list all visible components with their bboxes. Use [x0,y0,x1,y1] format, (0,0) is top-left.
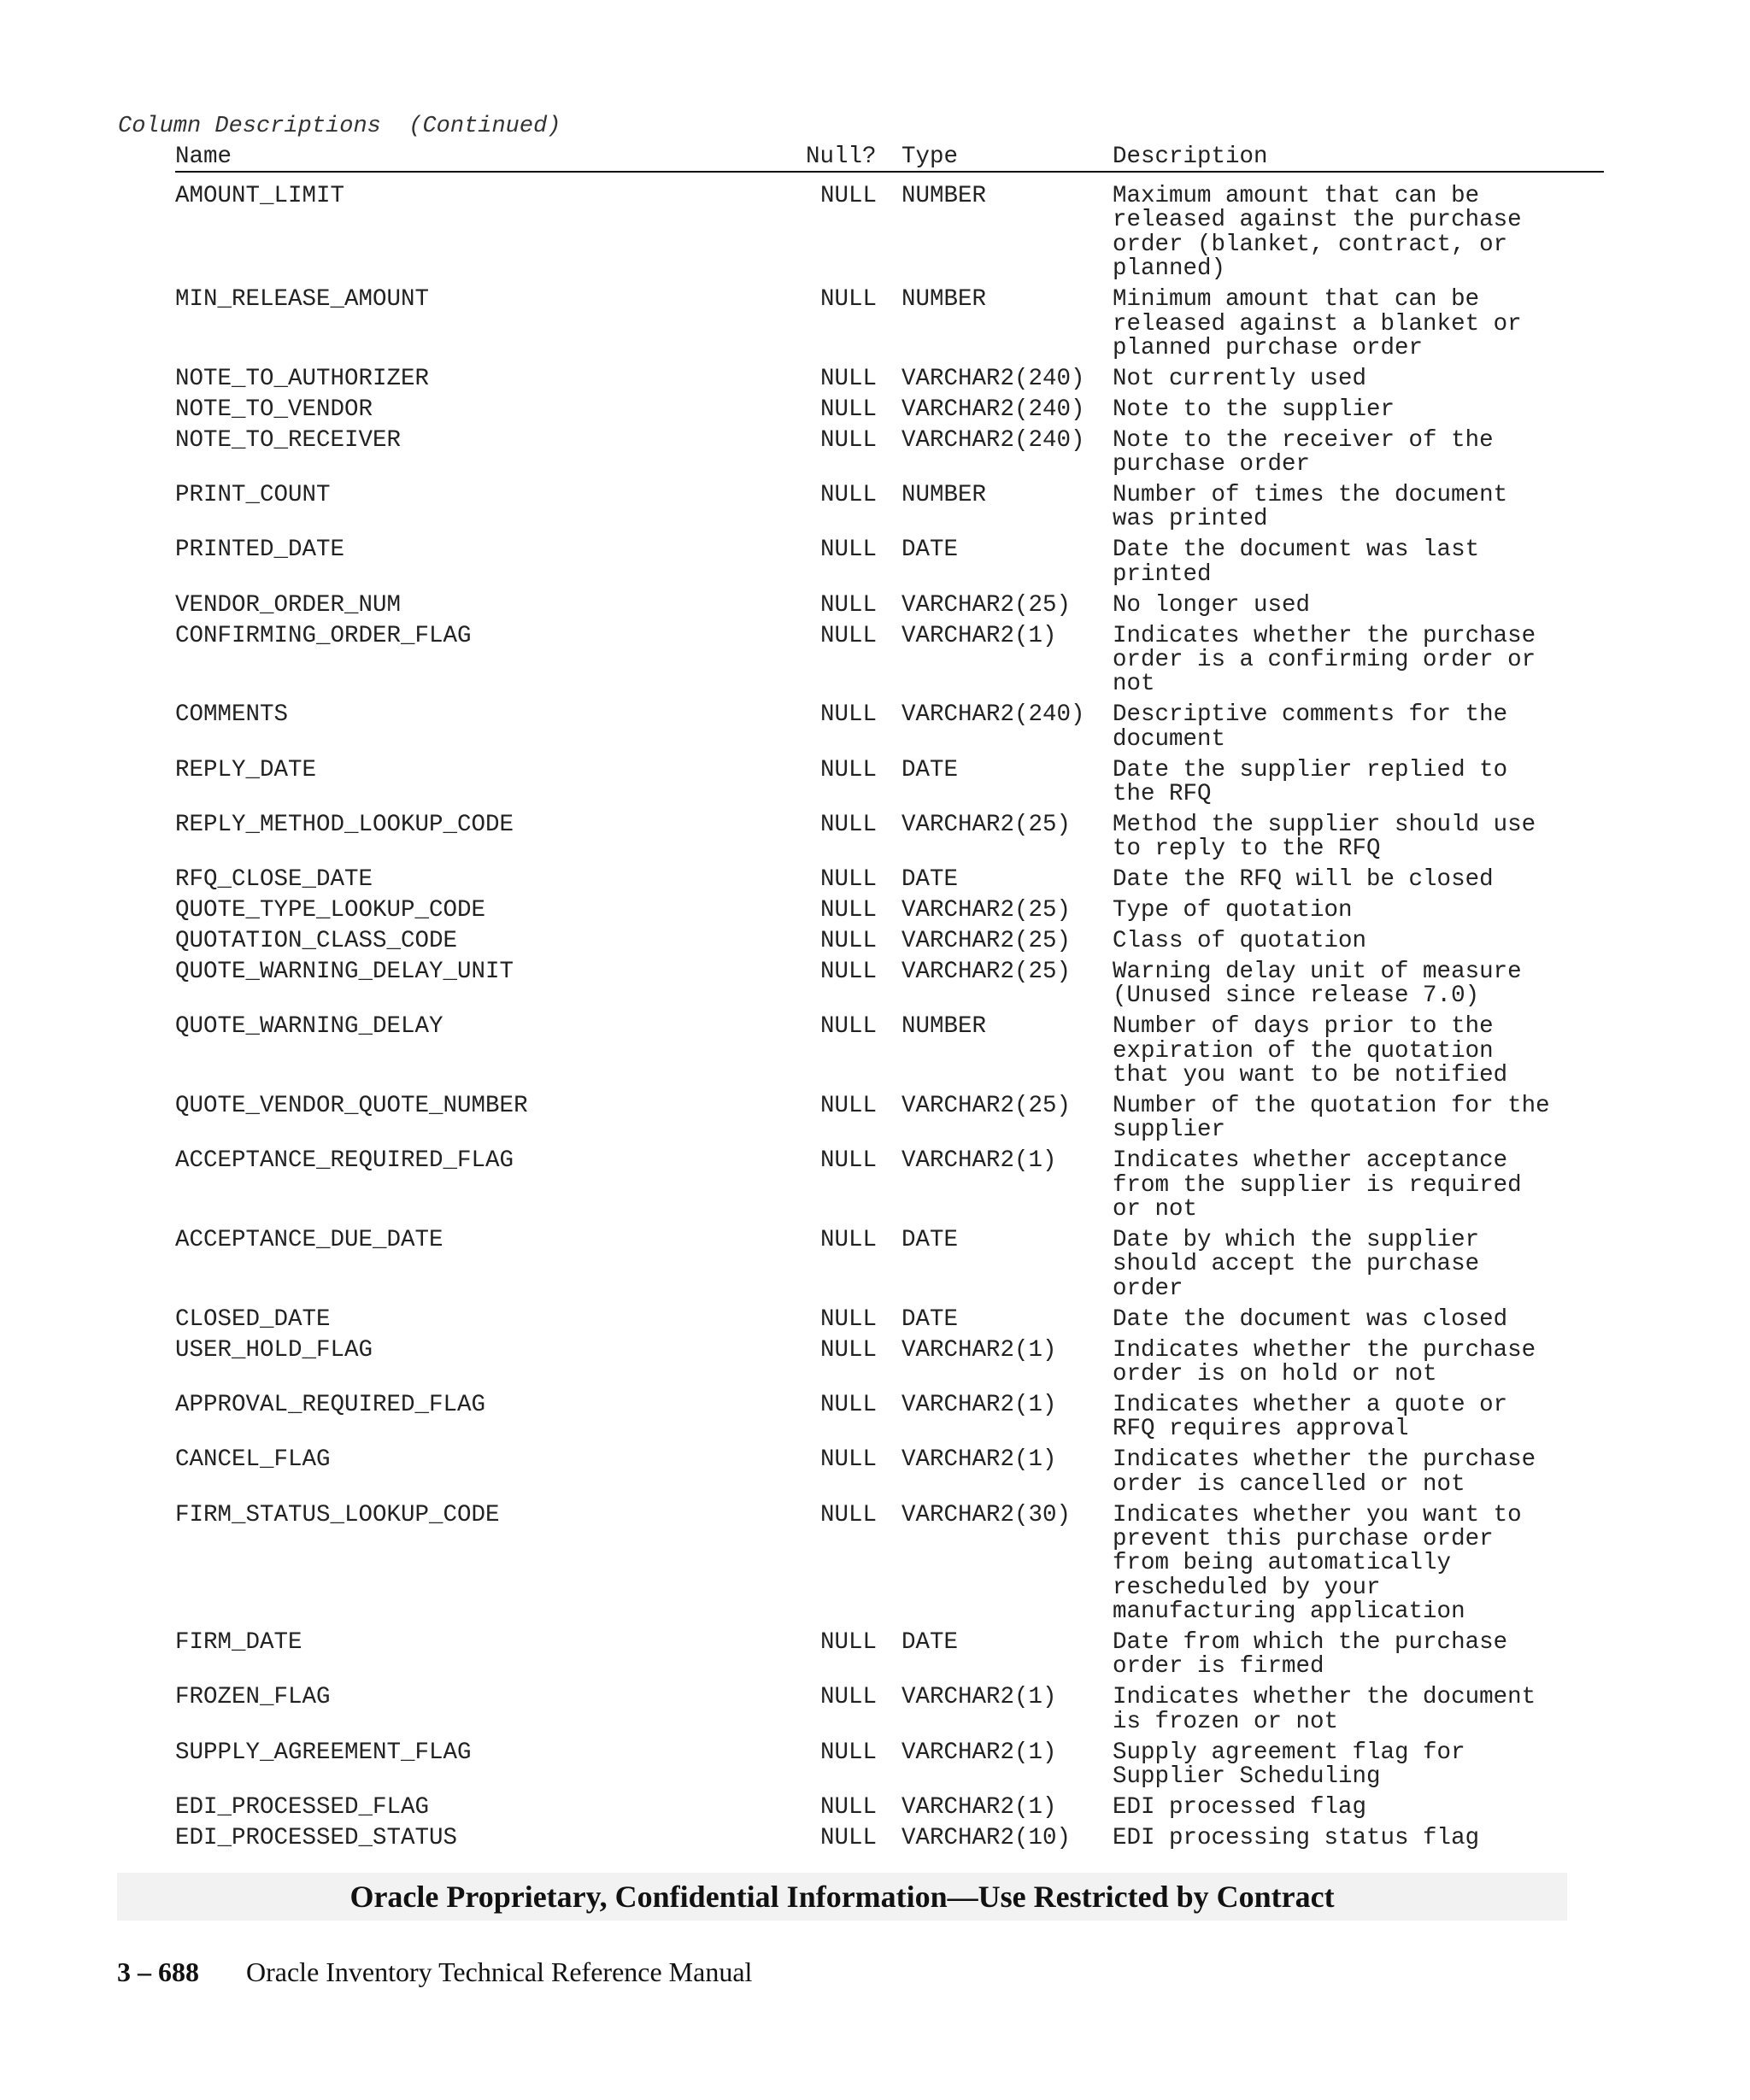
table-row [175,1448,1604,1497]
table-row [175,288,1604,361]
column-type: DATE [901,1226,959,1253]
table-row [175,1631,1604,1680]
table-row [175,398,1604,422]
table-row [175,899,1604,923]
column-type: VARCHAR2(1) [901,1391,1057,1418]
column-description: Note to the receiver of the purchase order [1113,426,1494,478]
column-description: Date the document was last printed [1113,537,1480,588]
table-row [175,1305,1604,1333]
table-row [175,927,1604,954]
table-row [175,1501,1604,1626]
column-description: Indicates whether the purchase order is on hold or not [1113,1336,1536,1387]
column-null: NULL [820,426,878,454]
column-name: FROZEN_FLAG [175,1684,331,1711]
table-row [175,1686,1604,1734]
table-row [175,960,1604,1009]
column-type: VARCHAR2(240) [901,396,1085,423]
column-description: Number of days prior to the expiration of the quotation that you want to be notified [1113,1013,1508,1088]
section-title: Column Descriptions (Continued) [118,114,561,139]
header-description: Description [1113,144,1268,170]
column-null: NULL [820,1684,878,1711]
column-type: VARCHAR2(240) [901,426,1085,454]
column-description: Class of quotation [1113,927,1367,954]
column-description: Indicates whether you want to prevent this purchase order from being automatically rescheduled by your manufacturing application [1113,1501,1522,1626]
column-null: NULL [820,1147,878,1175]
header-type: Type [901,144,959,170]
column-null: NULL [820,1793,878,1821]
table-row [175,1393,1604,1442]
table-row [175,703,1604,752]
column-name: COMMENTS [175,701,289,729]
column-name: CLOSED_DATE [175,1305,331,1333]
column-description: Indicates whether a quote or RFQ requires approval [1113,1391,1508,1443]
column-null: NULL [820,1092,878,1119]
header-null: Null? [806,144,877,170]
column-type: DATE [901,756,959,783]
table-row [175,1824,1604,1851]
column-description: Indicates whether the purchase order is a confirming order or not [1113,622,1536,698]
column-description: Descriptive comments for the document [1113,701,1508,753]
table-row [175,1336,1604,1387]
header-name: Name [175,144,232,170]
table-row [175,367,1604,391]
column-name: REPLY_METHOD_LOOKUP_CODE [175,811,514,838]
column-name: RFQ_CLOSE_DATE [175,866,373,894]
column-type: VARCHAR2(1) [901,1336,1057,1364]
column-name: NOTE_TO_RECEIVER [175,426,402,454]
column-type: DATE [901,1305,959,1333]
column-null: NULL [820,1336,878,1364]
column-type: VARCHAR2(25) [901,1092,1072,1119]
column-name: QUOTE_WARNING_DELAY [175,1013,443,1041]
column-type: NUMBER [901,183,987,209]
page-footer [117,1956,752,1988]
column-null: NULL [820,537,878,564]
column-description: Indicates whether the document is frozen or not [1113,1684,1536,1735]
column-type: VARCHAR2(10) [901,1824,1072,1851]
column-type: NUMBER [901,481,987,508]
column-name: REPLY_DATE [175,756,317,783]
table-row [175,185,1604,282]
column-null: NULL [820,1824,878,1851]
column-name: PRINT_COUNT [175,481,331,508]
column-null: NULL [820,1739,878,1766]
column-name: CANCEL_FLAG [175,1446,331,1474]
column-null: NULL [820,927,878,954]
column-null: NULL [820,183,878,209]
column-type: VARCHAR2(25) [901,927,1072,954]
page-number: 3 – 688 [117,1956,199,1987]
column-name: QUOTATION_CLASS_CODE [175,927,458,954]
column-null: NULL [820,1501,878,1528]
column-null: NULL [820,1305,878,1333]
table-row [175,538,1604,587]
column-type: DATE [901,1629,959,1657]
column-type: VARCHAR2(1) [901,1446,1057,1474]
column-description: Indicates whether the purchase order is cancelled or not [1113,1446,1536,1498]
column-description: Date from which the purchase order is firmed [1113,1629,1508,1681]
column-null: NULL [820,1446,878,1474]
column-name: ACCEPTANCE_REQUIRED_FLAG [175,1147,514,1175]
column-description: Date the RFQ will be closed [1113,866,1494,894]
column-null: NULL [820,622,878,649]
column-description: Method the supplier should use to reply to the RFQ [1113,811,1536,863]
column-description: Not currently used [1113,365,1367,392]
column-description: Minimum amount that can be released against a blanket or planned purchase order [1113,286,1522,361]
table-header [175,145,1604,173]
column-name: APPROVAL_REQUIRED_FLAG [175,1391,486,1418]
column-name: QUOTE_WARNING_DELAY_UNIT [175,958,514,985]
column-type: NUMBER [901,286,987,314]
column-name: VENDOR_ORDER_NUM [175,591,402,619]
column-type: VARCHAR2(1) [901,1684,1057,1711]
table-row [175,1015,1604,1088]
column-name: AMOUNT_LIMIT [175,183,345,209]
table-row [175,622,1604,698]
column-name: QUOTE_VENDOR_QUOTE_NUMBER [175,1092,528,1119]
column-name: NOTE_TO_VENDOR [175,396,373,423]
column-null: NULL [820,1226,878,1253]
table-row [175,1149,1604,1222]
column-name: FIRM_DATE [175,1629,302,1657]
column-type: VARCHAR2(1) [901,1793,1057,1821]
column-null: NULL [820,958,878,985]
table-row [175,756,1604,807]
column-description: Warning delay unit of measure (Unused since release 7.0) [1113,958,1522,1010]
column-type: VARCHAR2(25) [901,811,1072,838]
column-null: NULL [820,756,878,783]
column-type: VARCHAR2(1) [901,1739,1057,1766]
column-null: NULL [820,701,878,729]
column-type: NUMBER [901,1013,987,1041]
table-row [175,1094,1604,1143]
column-descriptions-table [175,145,1604,1857]
table-row [175,1226,1604,1302]
column-name: SUPPLY_AGREEMENT_FLAG [175,1739,472,1766]
column-name: ACCEPTANCE_DUE_DATE [175,1226,443,1253]
column-description: Date by which the supplier should accept the purchase order [1113,1226,1480,1302]
column-description: Supply agreement flag for Supplier Scheduling [1113,1739,1465,1791]
table-row [175,591,1604,619]
column-null: NULL [820,591,878,619]
table-body [175,185,1604,1851]
table-row [175,426,1604,478]
column-name: MIN_RELEASE_AMOUNT [175,286,430,314]
column-name: FIRM_STATUS_LOOKUP_CODE [175,1501,500,1528]
column-null: NULL [820,811,878,838]
column-name: NOTE_TO_AUTHORIZER [175,365,430,392]
column-description: Date the document was closed [1113,1305,1508,1333]
column-type: VARCHAR2(25) [901,897,1072,924]
column-null: NULL [820,1629,878,1657]
column-name: EDI_PROCESSED_FLAG [175,1793,430,1821]
column-type: VARCHAR2(240) [901,365,1085,392]
table-row [175,1793,1604,1821]
column-name: QUOTE_TYPE_LOOKUP_CODE [175,897,486,924]
column-description: No longer used [1113,591,1311,619]
table-row [175,813,1604,862]
column-description: Note to the supplier [1113,396,1395,423]
column-null: NULL [820,1013,878,1041]
column-name: PRINTED_DATE [175,537,345,564]
column-type: VARCHAR2(25) [901,958,1072,985]
table-row [175,868,1604,892]
column-name: USER_HOLD_FLAG [175,1336,373,1364]
column-type: VARCHAR2(1) [901,622,1057,649]
column-description: EDI processed flag [1113,1793,1367,1821]
column-description: Type of quotation [1113,897,1353,924]
column-type: VARCHAR2(1) [901,1147,1057,1175]
column-description: EDI processing status flag [1113,1824,1480,1851]
column-null: NULL [820,396,878,423]
confidentiality-banner: Oracle Proprietary, Confidential Information––Use Restricted by Contract [117,1873,1567,1921]
column-type: VARCHAR2(25) [901,591,1072,619]
column-description: Number of times the document was printed [1113,481,1508,533]
column-name: CONFIRMING_ORDER_FLAG [175,622,472,649]
column-null: NULL [820,481,878,508]
column-description: Maximum amount that can be released against the purchase order (blanket, contract, or planned) [1113,183,1522,283]
column-null: NULL [820,1391,878,1418]
table-row [175,1741,1604,1790]
column-description: Indicates whether acceptance from the supplier is required or not [1113,1147,1522,1223]
column-type: VARCHAR2(240) [901,701,1085,729]
column-type: VARCHAR2(30) [901,1501,1072,1528]
table-row [175,481,1604,533]
column-null: NULL [820,866,878,894]
column-null: NULL [820,286,878,314]
manual-title: Oracle Inventory Technical Reference Manual [246,1956,753,1987]
column-type: DATE [901,537,959,564]
column-name: EDI_PROCESSED_STATUS [175,1824,458,1851]
column-null: NULL [820,365,878,392]
column-null: NULL [820,897,878,924]
column-description: Number of the quotation for the supplier [1113,1092,1550,1144]
column-type: DATE [901,866,959,894]
column-description: Date the supplier replied to the RFQ [1113,756,1508,807]
